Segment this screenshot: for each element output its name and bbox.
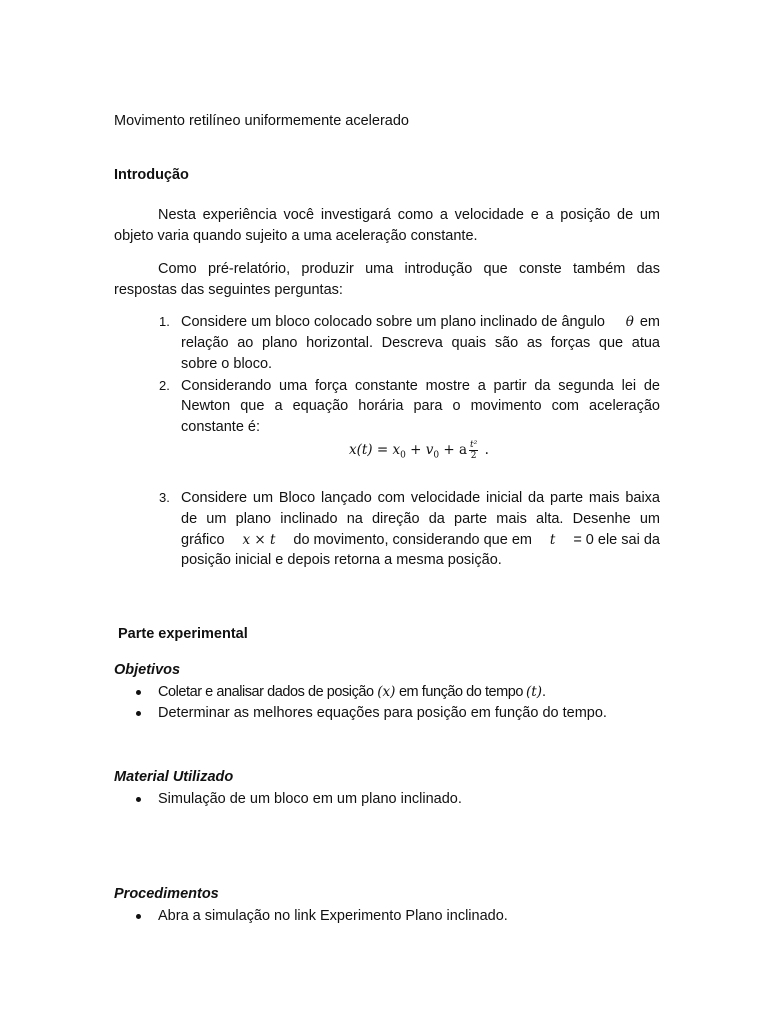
objective-item-1-c: . — [542, 684, 546, 700]
equation-sub-0: 0 — [400, 450, 406, 461]
introduction-heading: Introdução — [114, 167, 189, 183]
intro-paragraph-1-line-2: objeto varia quando sujeito a uma aceleração constante. — [114, 228, 478, 244]
question-2-line-1: Considerando uma força constante mostre a partir da segunda lei de — [181, 378, 660, 394]
question-3-line-3-a: gráfico — [181, 532, 225, 548]
question-2-number: 2. — [159, 378, 170, 393]
theta-symbol: θ — [625, 314, 634, 330]
bullet-icon — [136, 914, 141, 919]
equation-lhs: x(t) = x — [349, 442, 401, 458]
question-3-line-3-c: = 0 ele sai da — [573, 532, 660, 548]
t-symbol: t — [549, 532, 556, 548]
objective-item-1-b: em função do tempo — [398, 684, 524, 700]
intro-paragraph-1-line-1: Nesta experiência você investigará como a velocidade e a posição de um — [158, 207, 660, 223]
bullet-icon — [136, 690, 141, 695]
objective-item-1 — [158, 682, 546, 702]
equation-sub-1: 0 — [433, 450, 440, 461]
question-3-line-4: posição inicial e depois retorna a mesma posição. — [181, 552, 502, 568]
equation-term-a: + a — [439, 442, 468, 458]
question-2-line-3: constante é: — [181, 419, 260, 435]
question-3-line-1: Considere um Bloco lançado com velocidade inicial da parte mais baixa — [181, 490, 660, 506]
material-item: Simulação de um bloco em um plano inclinado. — [158, 791, 462, 807]
fraction-denominator: 2 — [470, 451, 477, 461]
objectives-heading: Objetivos — [114, 662, 181, 678]
equation-fraction — [469, 440, 478, 461]
objective-item-2: Determinar as melhores equações para posição em função do tempo. — [158, 705, 607, 721]
procedures-heading: Procedimentos — [114, 886, 219, 902]
bullet-icon — [136, 797, 141, 802]
fraction-numerator: t² — [470, 440, 478, 450]
objective-item-1-a: Coletar e analisar dados de posição — [158, 684, 374, 700]
question-3-number: 3. — [159, 490, 170, 505]
question-1-line-2: relação ao plano horizontal. Descreva quais são as forças que atua — [181, 335, 660, 351]
question-1-line-1-text: Considere um bloco colocado sobre um plano inclinado de ângulo — [181, 314, 605, 330]
x-symbol: (x) — [377, 684, 396, 700]
procedures-item: Abra a simulação no link Experimento Plano inclinado. — [158, 908, 508, 924]
question-3-line-3-b: do movimento, considerando que em — [293, 532, 532, 548]
document-title: Movimento retilíneo uniformemente acelerado — [114, 113, 409, 129]
material-heading: Material Utilizado — [114, 769, 234, 785]
question-2-line-2: Newton que a equação horária para o movimento com aceleração — [181, 398, 660, 414]
question-1-number: 1. — [159, 314, 170, 329]
bullet-icon — [136, 711, 141, 716]
x-times-t-symbol: x × t — [242, 532, 276, 548]
question-3-line-3 — [181, 530, 660, 550]
question-3-line-2: de um plano inclinado na direção da parte mais alta. Desenhe um — [181, 511, 660, 527]
intro-paragraph-2-line-2: respostas das seguintes perguntas: — [114, 282, 343, 298]
equation-of-motion — [349, 440, 489, 466]
equation-term-v: + v — [405, 442, 434, 458]
t-paren-symbol: (t) — [526, 684, 542, 700]
question-1-line-3: sobre o bloco. — [181, 356, 273, 372]
experimental-heading: Parte experimental — [118, 626, 248, 642]
intro-paragraph-2-line-1: Como pré-relatório, produzir uma introdução que conste também das — [158, 261, 660, 277]
question-1-line-1 — [181, 312, 660, 332]
question-1-line-1-end: em — [639, 314, 660, 330]
equation-end: . — [480, 442, 489, 458]
